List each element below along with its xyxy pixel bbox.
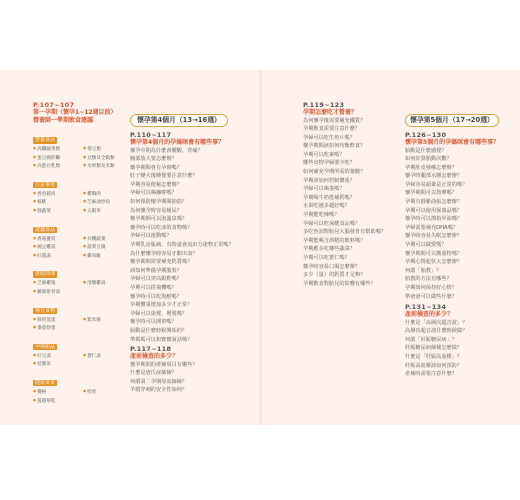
page-number: P.107~107 xyxy=(33,101,75,109)
question-list xyxy=(130,361,248,395)
question-item: 孕期可以吃薏仁嗎？ xyxy=(303,255,350,261)
question-item: 水果吃越多越好嗎？ xyxy=(303,203,350,210)
food-item: ● 雞胸肉 xyxy=(83,190,131,199)
question-item: 孕期容易便秘怎麼辦？ xyxy=(130,181,182,188)
question-item: 什麼是「妊娠高血壓」？ xyxy=(405,354,463,361)
question-item: 胎動是什麼時候開始的？ xyxy=(130,327,188,334)
question-item: 孕婦可以吃生魚片嗎？ xyxy=(303,134,355,141)
question-item: 胎動是什麼感覺？ xyxy=(405,147,447,154)
food-item: ● 鮮奶蒸蛋 xyxy=(33,316,81,325)
question-item: 孕婦可以穿高跟鞋嗎？ xyxy=(130,276,182,283)
food-groups xyxy=(33,126,133,405)
question-item: 孕期乳房脹痛、有時還會流出分泌物正常嗎？ xyxy=(130,242,234,249)
question-item: 孕期可以使用保養品嗎？ xyxy=(405,207,463,214)
section-title: 懷孕第4個月的孕媽咪會有哪些事？ xyxy=(130,139,225,146)
food-item: ● 芝麻雞塊 xyxy=(33,279,81,288)
column-month-5 xyxy=(405,131,503,379)
question-item: 孕期可以吃素嗎？ xyxy=(303,151,345,158)
food-group xyxy=(33,171,133,216)
question-item: 孕期能喝含酒精的飲料嗎？ xyxy=(303,237,366,244)
category-badge: 注意事項 xyxy=(35,181,56,188)
column-nutrition xyxy=(303,101,403,288)
food-item: ● 紅豆湯 xyxy=(33,352,81,361)
question-item: 孕期肚皮發癢怎麼辦？ xyxy=(405,164,457,171)
question-item: 產檢時需要注意什麼？ xyxy=(405,371,457,378)
page-number: P.117~118 xyxy=(130,345,172,354)
question-item: 懷孕期間可以搬重物嗎？ xyxy=(405,250,463,257)
food-group xyxy=(33,333,133,369)
category-badge: 建議食品 xyxy=(35,226,56,233)
question-item: 孕期飲食需要注意什麼？ xyxy=(303,126,361,133)
question-item: 孕婦可以喝咖啡嗎？ xyxy=(130,190,177,197)
question-item: 孕期應多吃哪些蔬菜？ xyxy=(303,246,355,253)
food-item: ● 蛋豆腐肝臟 xyxy=(33,154,81,163)
food-item: ● 雞肉飯 xyxy=(83,252,131,261)
title-line: 營養師一學期飲食建議 xyxy=(33,116,94,124)
question-item: 為什麼懷孕時容易牙齦出血？ xyxy=(130,250,198,257)
food-item: ● 五穀米 xyxy=(83,207,131,216)
question-item: 懷孕時可以吃冰的食物嗎？ xyxy=(130,224,193,231)
food-items xyxy=(33,388,133,405)
question-item: 懷孕期間可以泡溫泉嗎？ xyxy=(130,216,188,223)
section-title: 產前檢查的多少？ xyxy=(130,353,179,361)
question-item: 懷孕時可以擦指甲油嗎？ xyxy=(405,216,463,223)
question-item: 多少（量）的鈣質才足夠？ xyxy=(303,272,366,279)
question-item: 孕期可以搭飛機嗎？ xyxy=(130,285,177,291)
food-item: ● 蔓越莓乾 xyxy=(33,397,81,406)
month-4-pill: 懷孕第4個月（13→16週） xyxy=(130,114,228,127)
question-item: 妊娠糖尿病篩檢怎麼做？ xyxy=(405,345,463,352)
food-item: ● 桂圓茶 xyxy=(33,360,81,369)
question-item: 哪些食物孕婦要少吃？ xyxy=(303,160,355,167)
category-badge: 補充食物 xyxy=(35,307,56,314)
category-badge: 推薦料理 xyxy=(35,271,56,278)
question-item: 準爸爸可以做些什麼？ xyxy=(405,293,457,300)
food-item: ● 菠菜豆腐 xyxy=(83,243,131,252)
question-item: 孕期能吃辣嗎？ xyxy=(303,212,340,219)
food-item: ● 高蛋白乳類 xyxy=(33,162,81,171)
question-item: 懷孕時可以開車嗎？ xyxy=(130,319,177,326)
question-item: 孕婦可以喝茶嗎？ xyxy=(303,186,345,193)
category-badge: 營養食品 xyxy=(35,137,56,143)
question-item: 懷孕時腿部水腫怎麼辦？ xyxy=(405,173,463,180)
food-item: ● 紅棗湯 xyxy=(33,252,81,261)
question-item: 孕期飲食對胎兒的影響有哪些？ xyxy=(303,280,376,287)
question-item: 孕期可以做愛嗎？ xyxy=(405,242,447,249)
question-item: 懷孕中期為什麼會腰酸、背痛？ xyxy=(130,147,203,154)
question-item: 如何補充孕期所需的葉酸？ xyxy=(303,169,366,176)
food-item: ● 蘿蔔排骨湯 xyxy=(33,288,81,297)
question-item: 胎教的方法有哪些？ xyxy=(405,276,452,283)
page-number: P.119~123 xyxy=(303,101,345,109)
question-item: 孕期有靜脈曲張怎麼辦？ xyxy=(405,199,463,206)
food-items xyxy=(33,145,133,171)
question-item: 懷孕期間可以按摩嗎？ xyxy=(405,190,457,197)
food-item: ● 薏仁湯 xyxy=(83,352,131,361)
question-list xyxy=(303,117,403,289)
question-item: 懷孕期間的產檢項目有哪些？ xyxy=(130,361,198,368)
question-item: 高層次超音波什麼時候做？ xyxy=(405,328,468,335)
column-month-4 xyxy=(130,131,248,395)
food-items xyxy=(33,316,133,333)
question-item: 孕婦容易頭暈是正常的嗎？ xyxy=(405,181,468,188)
food-item: ● 清燉雞湯 xyxy=(83,279,131,288)
question-item: 如何計算胎動次數？ xyxy=(405,156,452,163)
food-item: ● 高纖蔬果類 xyxy=(33,145,81,154)
food-item: ● 芝麻油炒魚 xyxy=(83,198,131,207)
question-item: 孕期該如何控制體重？ xyxy=(303,177,355,184)
food-item: ● 香煎豬肉 xyxy=(33,190,81,199)
page-number: P.126~130 xyxy=(405,131,447,139)
question-item: 孕期喝牛奶能補鈣嗎？ xyxy=(303,194,355,201)
food-item: ● 豌豆雞湯 xyxy=(33,243,81,252)
question-item: 孕期心情起伏大怎麼辦？ xyxy=(405,259,463,266)
column-first-trimester-foods xyxy=(33,101,133,405)
question-item: 胸部放大要怎麼辦？ xyxy=(130,156,177,163)
question-item: 懷孕時容易口渴怎麼辦？ xyxy=(303,263,361,270)
question-item: 孕期如何保持好心情？ xyxy=(405,285,457,291)
question-item: 什麼是唐氏症篩檢？ xyxy=(130,370,177,377)
category-badge: 孕期甜品 xyxy=(35,343,56,350)
section-title: 孕期怎麼吃才營養？ xyxy=(303,109,358,116)
food-item: ● 紫米粥 xyxy=(83,316,131,325)
question-item: 為何懷孕後需要補充鐵質？ xyxy=(303,117,366,124)
question-item: 妊娠高血壓該如何預防？ xyxy=(405,362,463,369)
food-item: ● 有機蔬菜 xyxy=(83,235,131,244)
question-item: 為何懷孕時容易頻尿？ xyxy=(130,207,182,214)
food-items xyxy=(33,279,133,296)
question-list xyxy=(405,147,503,302)
month-5-pill: 懷孕第5個月（17→20週） xyxy=(405,114,499,127)
question-item: 什麼是「高層次超音波」？ xyxy=(405,319,468,326)
question-item: 準媽媽可以和寶寶說話嗎？ xyxy=(130,336,193,343)
question-list xyxy=(130,147,248,345)
food-group xyxy=(33,260,133,296)
question-item: 何謂「妊娠糖尿病」？ xyxy=(405,336,457,343)
food-group xyxy=(33,216,133,261)
food-item: ● 堅果 xyxy=(83,388,131,397)
section-title xyxy=(33,109,133,124)
question-item: 懷孕時容易失眠怎麼辦？ xyxy=(405,233,463,240)
food-item: ● 鮮蔬菜 xyxy=(33,207,81,216)
question-list xyxy=(405,319,503,379)
question-item: 如何預防懷孕期間抽筋？ xyxy=(130,199,188,206)
question-item: 孕期體重增加多少才正常？ xyxy=(130,302,193,309)
food-item: ● 豆類及全穀類 xyxy=(83,154,131,163)
question-item: 懷孕期間需要補充鈣質嗎？ xyxy=(130,259,193,266)
page-number: P.131~134 xyxy=(405,303,447,312)
question-item: 懷孕期間該如何均衡飲食？ xyxy=(303,143,366,150)
question-item: 懷孕時可以吃海鮮嗎？ xyxy=(130,293,182,300)
question-item: 懷孕期間會有孕斑嗎？ xyxy=(130,164,182,171)
book-gutter xyxy=(259,70,262,425)
question-item: 孕婦可以吃保健食品嗎？ xyxy=(303,220,361,227)
question-item: 肚子變大後睡覺要注意什麼？ xyxy=(130,173,198,180)
question-item: 何謂第二孕期母血篩檢？ xyxy=(130,378,188,385)
category-badge: 健康零食 xyxy=(35,379,56,386)
question-item: 該如何準備孕期服裝？ xyxy=(130,267,182,274)
section-title: 產前檢查的多少？ xyxy=(405,311,454,319)
question-item: 何謂「胎教」？ xyxy=(405,267,442,274)
food-item: ● 香菇蘆筍 xyxy=(33,235,81,244)
section-title: 懷孕第5個月的孕媽咪會有哪些事？ xyxy=(405,139,500,146)
food-item: ● 菜豆類 xyxy=(83,145,131,154)
page-number: P.110~117 xyxy=(130,131,172,139)
food-items xyxy=(33,190,133,216)
food-group xyxy=(33,297,133,333)
question-item: 孕婦可以運動嗎？ xyxy=(130,233,172,240)
food-group xyxy=(33,369,133,405)
food-group xyxy=(33,126,133,171)
food-item: ● 番茄炒蛋 xyxy=(33,324,81,333)
food-items xyxy=(33,352,133,369)
question-item: 孕婦需要補充DHA嗎？ xyxy=(405,224,458,231)
food-item: ● 優格 xyxy=(33,388,81,397)
food-item: ● 核桃 xyxy=(33,198,81,207)
question-item: 多吃魚油對胎兒大腦發育有幫助嗎？ xyxy=(303,229,387,236)
question-item: 孕婦可以染髮、燙髮嗎？ xyxy=(130,310,188,317)
food-items xyxy=(33,235,133,261)
food-item: ● 水果類及米類 xyxy=(83,162,131,171)
title-line: 第一孕期（懷孕1~12週以前） xyxy=(33,109,117,116)
question-item: 羊膜穿刺的安全性如何？ xyxy=(130,387,188,394)
